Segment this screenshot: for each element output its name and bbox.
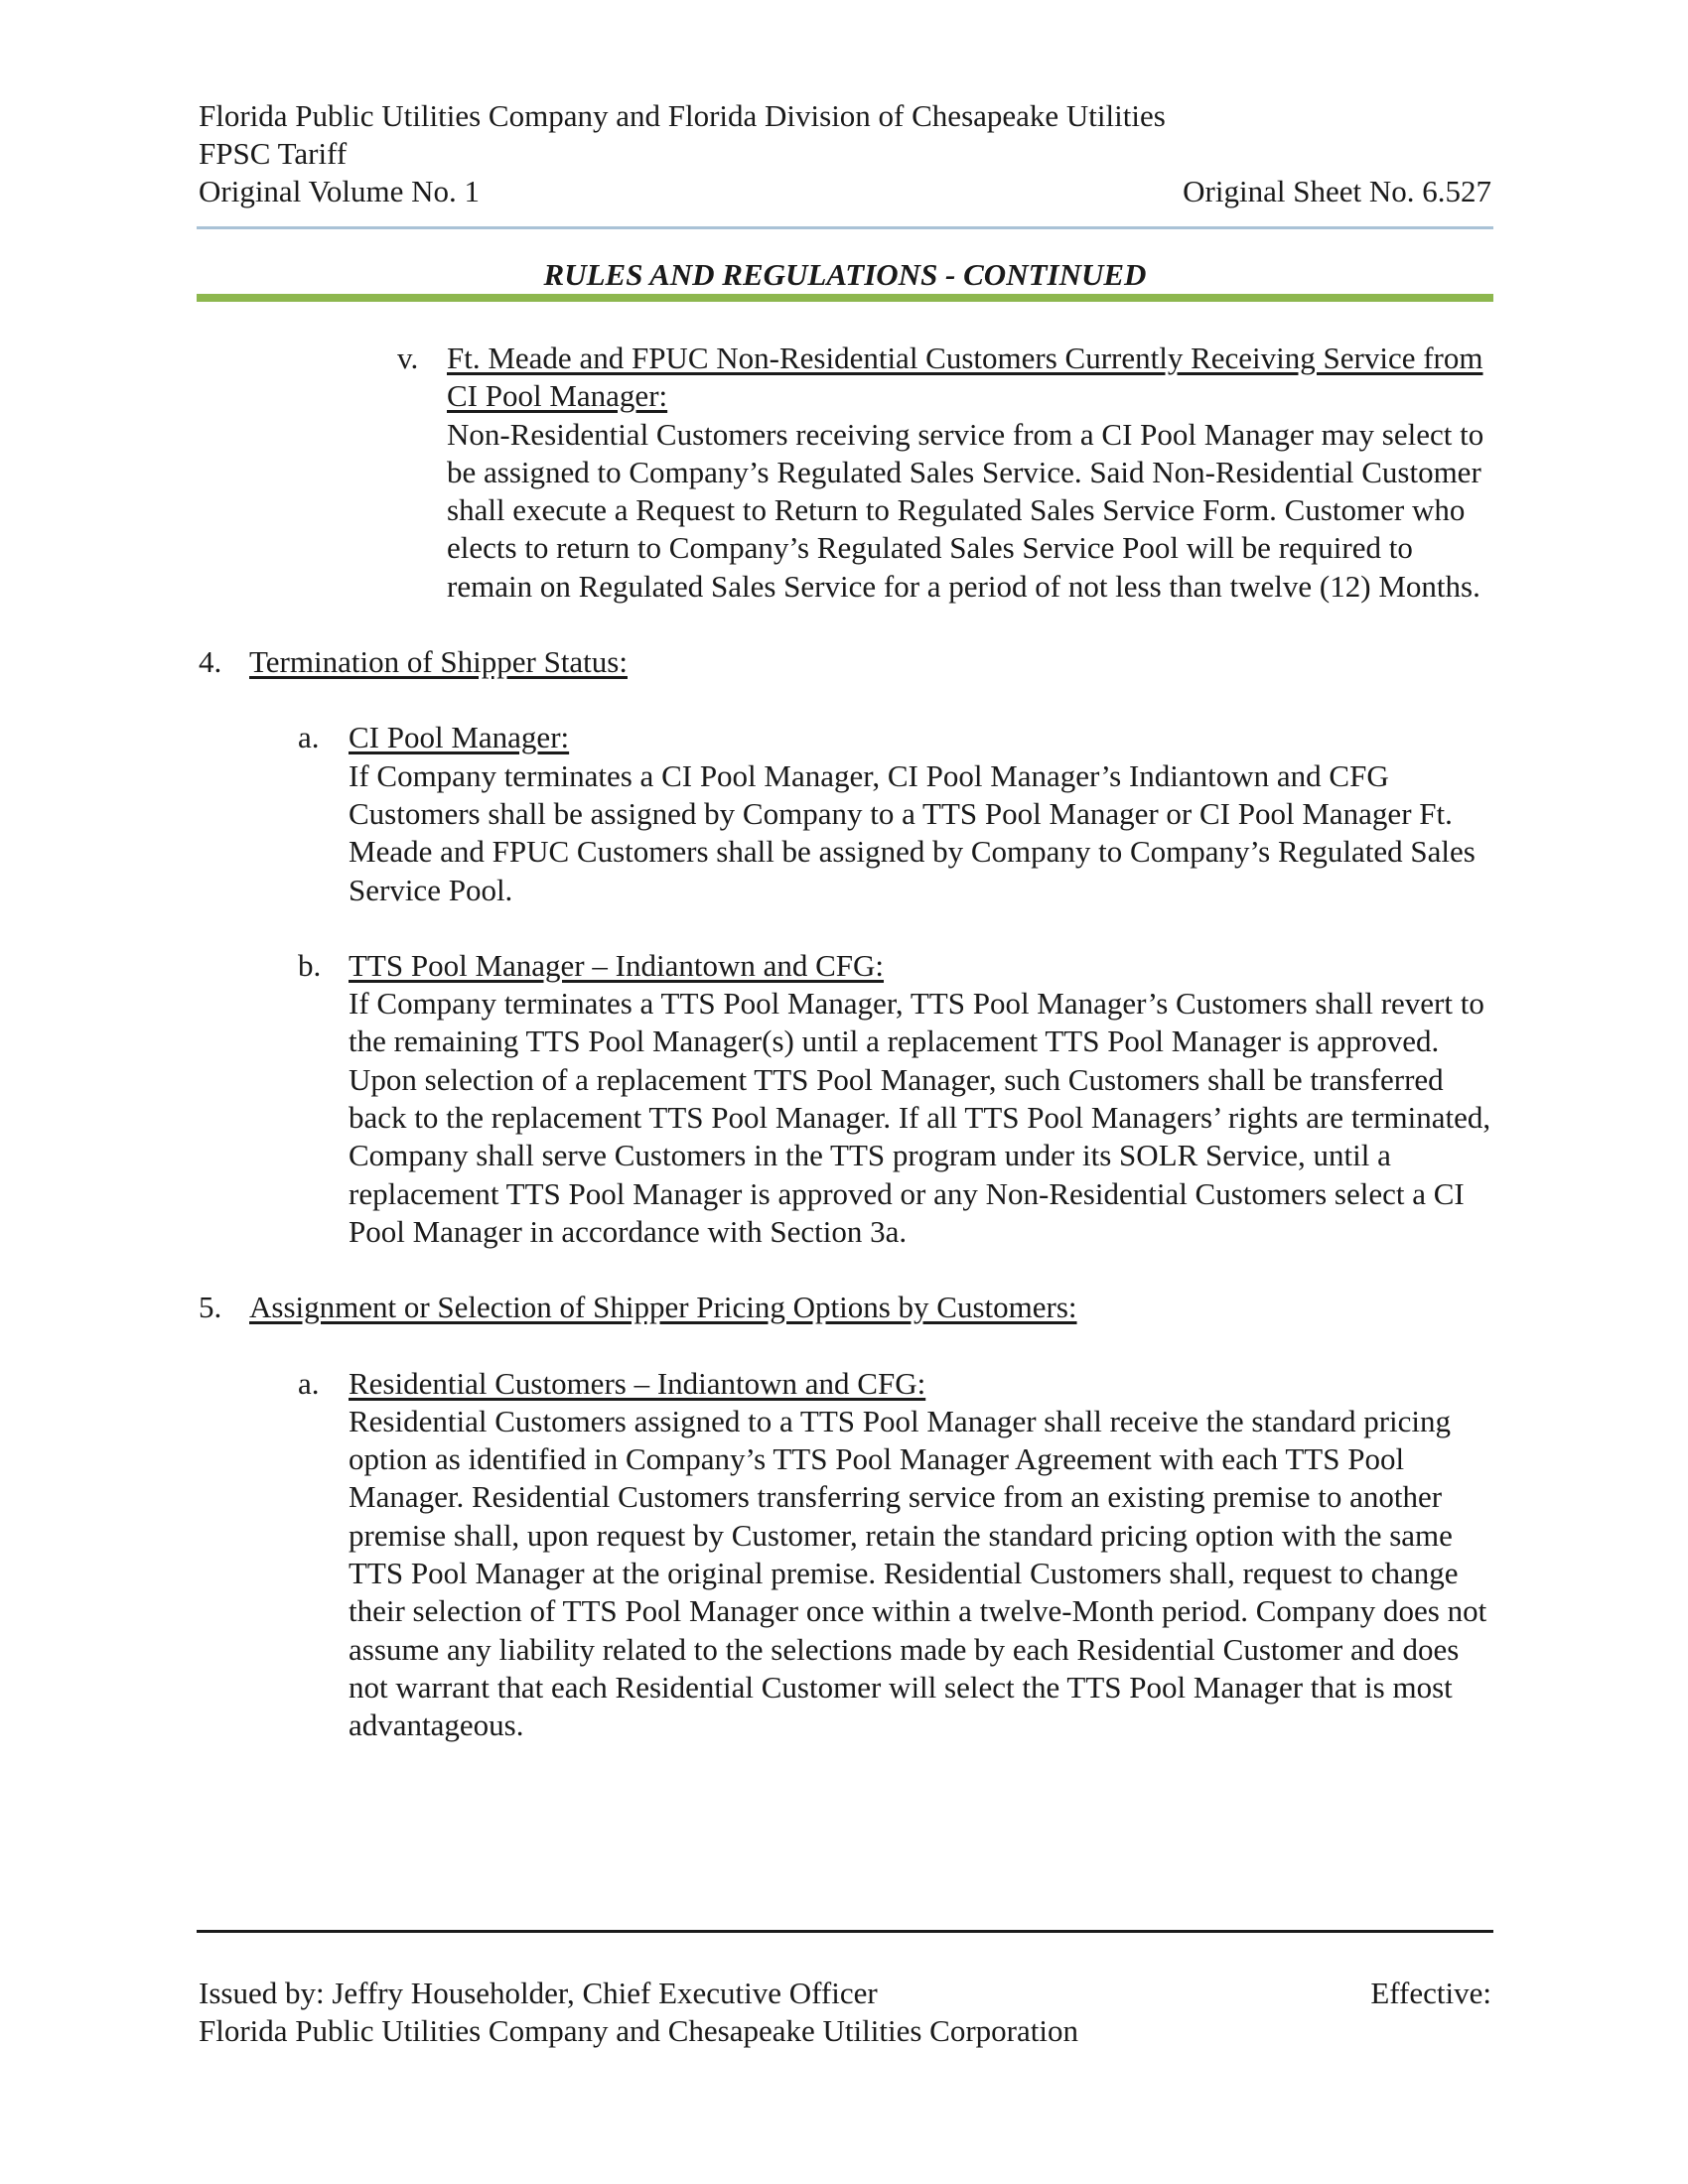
header-company: Florida Public Utilities Company and Florida Division of Chesapeake Utilities — [199, 98, 1166, 133]
section-title: RULES AND REGULATIONS - CONTINUED — [543, 257, 1147, 292]
section-4-heading: Termination of Shipper Status: — [249, 644, 628, 680]
footer-company: Florida Public Utilities Company and Chesapeake Utilities Corporation — [199, 2013, 1078, 2048]
section-5a-marker: a. — [298, 1365, 320, 1401]
header-sheet-number: Original Sheet No. 6.527 — [1183, 174, 1491, 208]
section-4b-marker: b. — [298, 947, 322, 983]
section-5 — [199, 1289, 1499, 1326]
section-4b — [199, 947, 1499, 1251]
section-5a-text: Residential Customers assigned to a TTS Pool Manager shall receive the standard pricing option as identified in Company’s TTS Pool Manager Agreement with each TTS Pool Manager. Residential Customers transferring service from an existing premise to another premise shall, upon request by Customer, retain the standard pricing option with the same TTS Pool Manager at the original premise. Residential Customers shall, request to change their selection of TTS Pool Manager once within a twelve-Month period. Company does not assume any liability related to the selections made by each Residential Customer and does not warrant that each Residential Customer will select the TTS Pool Manager that is most advantageous. — [349, 1403, 1487, 1743]
footer-divider — [197, 1930, 1493, 1933]
section-4-marker: 4. — [199, 644, 222, 680]
section-4a-text: If Company terminates a CI Pool Manager, CI Pool Manager’s Indiantown and CFG Customers shall be assigned by Company to a TTS Pool Manager or CI Pool Manager Ft. Meade and FPUC Customers shall be assigned by Company to Company’s Regulated Sales Service Pool. — [349, 757, 1476, 907]
section-5a — [199, 1365, 1499, 1745]
header-volume-row — [199, 173, 1491, 210]
item-v-heading: Ft. Meade and FPUC Non-Residential Customers Currently Receiving Service from CI Pool Manager: — [447, 341, 1483, 414]
item-v-text: Non-Residential Customers receiving service from a CI Pool Manager may select to be assigned to Company’s Regulated Sales Service. Said Non-Residential Customer shall execute a Request to Return to Regulated Sales Service Form. Customer who elects to return to Company’s Regulated Sales Service Pool will be required to remain on Regulated Sales Service for a period of not less than twelve (12) Months. — [447, 416, 1484, 604]
document-body — [199, 340, 1499, 1783]
section-4b-heading: TTS Pool Manager – Indiantown and CFG: — [349, 947, 885, 983]
section-title-divider — [197, 294, 1493, 302]
header-tariff: FPSC Tariff — [199, 136, 348, 171]
footer-issued-by: Issued by: Jeffry Householder, Chief Executive Officer — [199, 1976, 878, 2010]
section-4 — [199, 643, 1499, 681]
item-v-marker: v. — [397, 341, 419, 375]
footer-effective: Effective: — [1370, 1976, 1491, 2010]
page-header — [199, 97, 1491, 210]
header-divider — [197, 226, 1493, 229]
header-volume: Original Volume No. 1 — [199, 174, 481, 208]
section-4a — [199, 719, 1499, 908]
section-5-marker: 5. — [199, 1290, 222, 1325]
section-5a-heading: Residential Customers – Indiantown and CFG: — [349, 1365, 926, 1401]
section-4a-marker: a. — [298, 720, 320, 755]
item-v — [199, 340, 1499, 606]
footer-issued-row — [199, 1975, 1491, 2012]
page-footer — [199, 1975, 1491, 2050]
section-4a-heading: CI Pool Manager: — [349, 720, 570, 755]
section-5-heading: Assignment or Selection of Shipper Pricing Options by Customers: — [249, 1290, 1077, 1325]
section-4b-text: If Company terminates a TTS Pool Manager, TTS Pool Manager’s Customers shall revert to the remaining TTS Pool Manager(s) until a replacement TTS Pool Manager is approved. Upon selection of a replacement TTS Pool Manager, such Customers shall be transferred back to the replacement TTS Pool Manager. If all TTS Pool Managers’ rights are terminated, Company shall serve Customers in the TTS program under its SOLR Service, until a replacement TTS Pool Manager is approved or any Non-Residential Customers select a CI Pool Manager in accordance with Section 3a. — [349, 986, 1491, 1249]
